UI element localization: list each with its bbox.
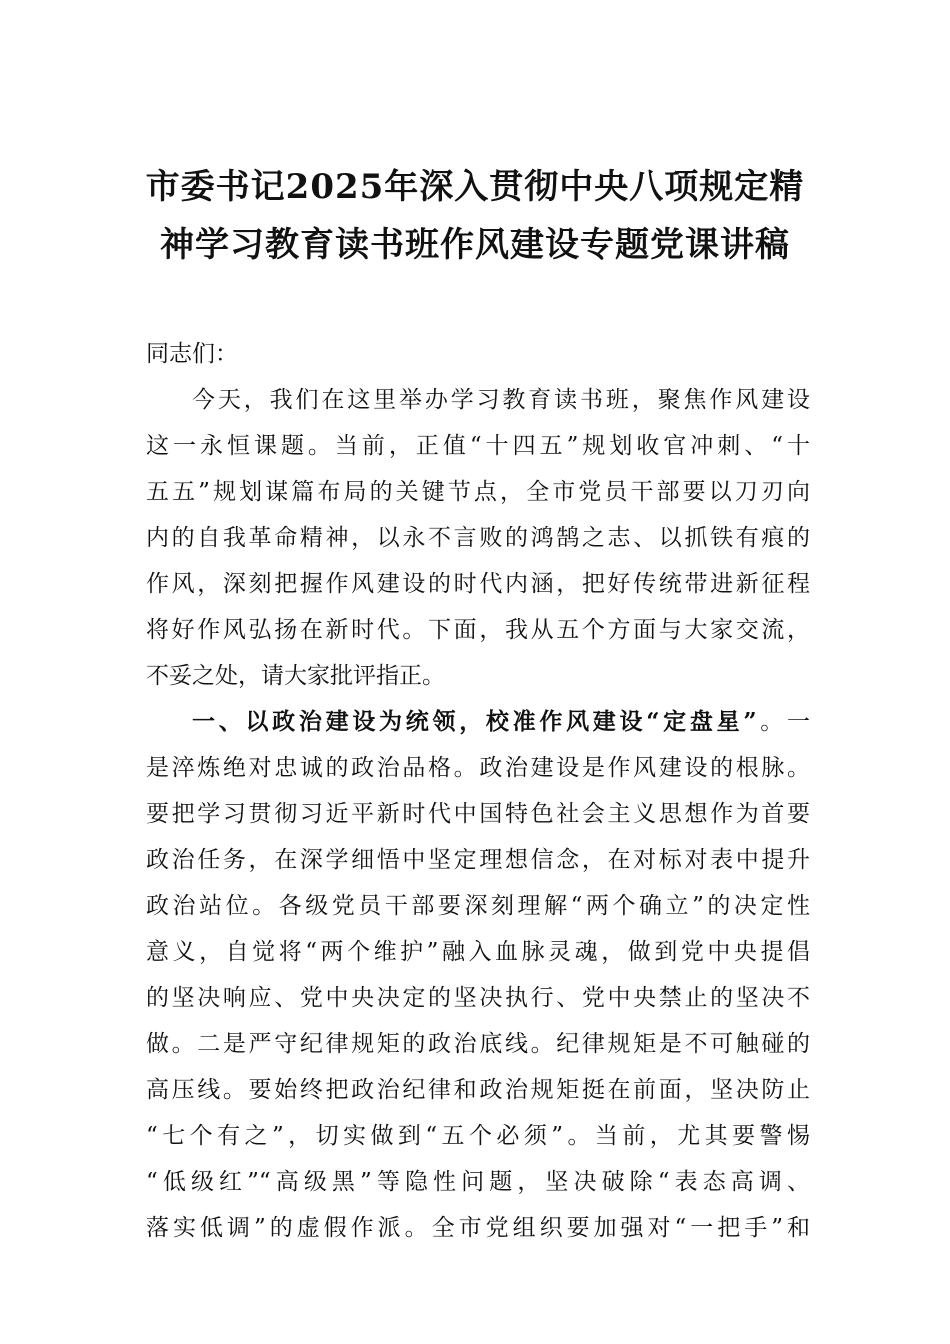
greeting: 同志们： [146, 341, 238, 367]
section-1-first-line [146, 699, 810, 745]
paragraph-1-line: 这一永恒课题。当前，正值“十四五”规划收官冲刺、“十 [146, 433, 810, 459]
section-1-line: 高压线。要始终把政治纪律和政治规矩挺在前面，坚决防止 [146, 1077, 810, 1103]
section-1-line: 是淬炼绝对忠诚的政治品格。政治建设是作风建设的根脉。 [146, 755, 810, 781]
paragraph-1-line: 今天，我们在这里举办学习教育读书班，聚焦作风建设 [192, 387, 810, 413]
section-1-line: 要把学习贯彻习近平新时代中国特色社会主义思想作为首要 [146, 801, 810, 827]
section-1-line: 政治任务，在深学细悟中坚定理想信念，在对标对表中提升 [146, 847, 810, 873]
section-1-line: 落实低调”的虚假作派。全市党组织要加强对“一把手”和 [146, 1215, 810, 1241]
section-1-line: 政治站位。各级党员干部要深刻理解“两个确立”的决定性 [146, 893, 810, 919]
document-body [146, 331, 810, 1251]
section-1-line: 做。二是严守纪律规矩的政治底线。纪律规矩是不可触碰的 [146, 1031, 810, 1057]
paragraph-1-line: 不妥之处，请大家批评指正。 [146, 663, 445, 689]
section-1-heading: 一、以政治建设为统领，校准作风建设“定盘星” [192, 708, 757, 735]
section-1-line: “低级红”“高级黑”等隐性问题，坚决破除“表态高调、 [146, 1169, 810, 1195]
title-line: 神学习教育读书班作风建设专题党课讲稿 [160, 225, 790, 265]
paragraph-1-line: 作风，深刻把握作风建设的时代内涵，把好传统带进新征程 [146, 571, 810, 597]
title-line: 市委书记2025年深入贯彻中央八项规定精 [145, 167, 805, 207]
section-1-line: “七个有之”，切实做到“五个必须”。当前，尤其要警惕 [146, 1123, 810, 1149]
paragraph-1-line: 内的自我革命精神，以永不言败的鸿鹄之志、以抓铁有痕的 [146, 525, 810, 551]
section-1-line: 的坚决响应、党中央决定的坚决执行、党中央禁止的坚决不 [146, 985, 810, 1011]
section-1-line: 意义，自觉将“两个维护”融入血脉灵魂，做到党中央提倡 [146, 939, 810, 965]
section-1-heading-tail: 。一 [756, 709, 810, 735]
paragraph-1-line: 五五”规划谋篇布局的关键节点，全市党员干部要以刀刃向 [146, 479, 810, 505]
document-title [120, 158, 830, 274]
paragraph-1-line: 将好作风弘扬在新时代。下面，我从五个方面与大家交流， [146, 617, 810, 643]
